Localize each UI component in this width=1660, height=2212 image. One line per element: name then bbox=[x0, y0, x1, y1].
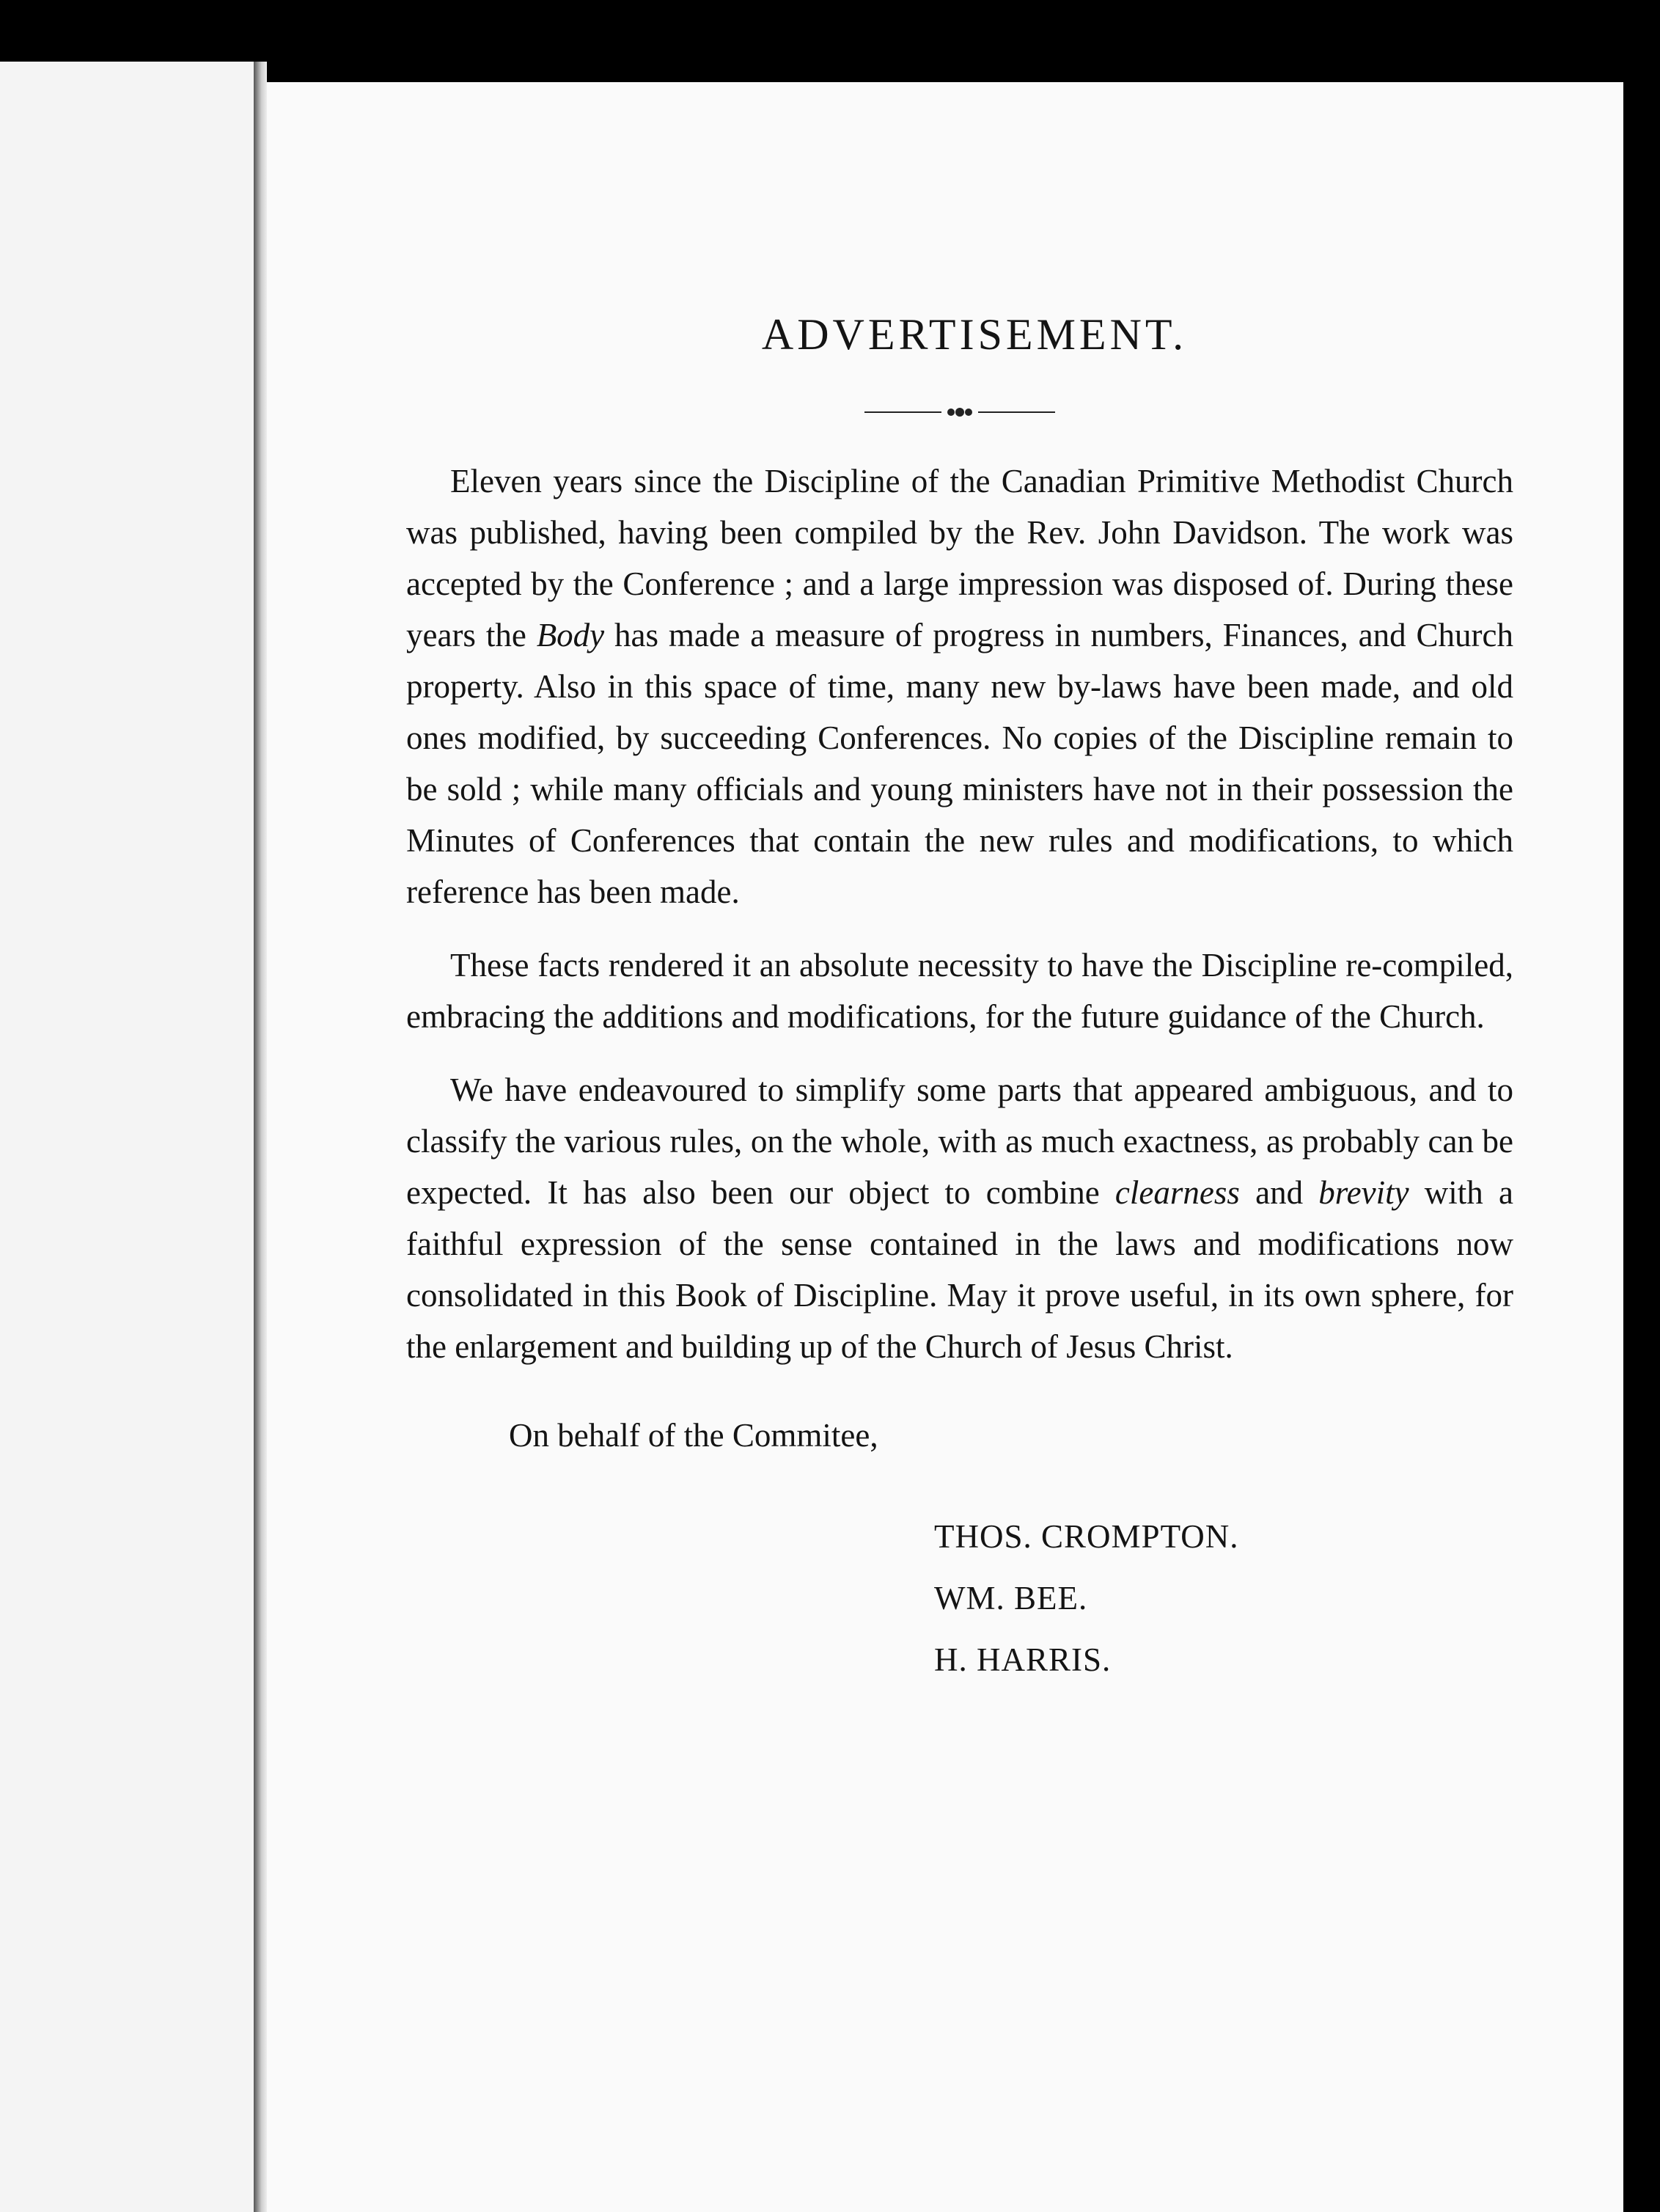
paragraph-text: We have endeavoured to simplify some parts that appeared ambiguous, and to classify the various rules, on the whole, with as much exactness, as probably can be expected. It has also been our object to combine bbox=[406, 1072, 1513, 1211]
paragraph-text: These facts rendered it an absolute necessity to have the Discipline re-compiled, embracing the additions and modifications, for the future guidance of the Church. bbox=[406, 947, 1513, 1035]
paragraph bbox=[406, 455, 1513, 918]
page-title: ADVERTISEMENT. bbox=[761, 310, 1188, 359]
document-page bbox=[267, 82, 1623, 2212]
paragraph-text: Eleven years since the Discipline of the Canadian Primitive Methodist Church was published, having been compiled by the Rev. John Davidson. The work was accepted by the Conference ; and a large impression was disposed of. During these years the bbox=[406, 463, 1513, 653]
paragraph-text: has made a measure of progress in numbers, Finances, and Church property. Also in this space of time, many new by-laws have been made, and old ones modified, by succeeding Conferences. No copies of the Discipline remain to be sold ; while many officials and young ministers have not in their possession the Minutes of Conferences that contain the new rules and modifications, to which reference has been made. bbox=[406, 617, 1513, 910]
ornamental-divider bbox=[864, 401, 1055, 423]
paragraph-text: with a faithful expression of the sense contained in the laws and modifications now consolidated in this Book of Discipline. May it prove useful, in its own sphere, for the enlargement and building up of the Church of Jesus Christ. bbox=[406, 1174, 1513, 1365]
italic-text: brevity bbox=[1318, 1174, 1409, 1211]
paragraph bbox=[406, 1064, 1513, 1372]
book-gutter bbox=[254, 62, 267, 2212]
left-page-edge bbox=[0, 62, 257, 2212]
paragraph-text: and bbox=[1239, 1174, 1319, 1211]
signatory-name: THOS. CROMPTON. bbox=[934, 1518, 1239, 1555]
closing-line: On behalf of the Commitee, bbox=[509, 1417, 878, 1454]
signatory-name: WM. BEE. bbox=[934, 1580, 1088, 1616]
body-text bbox=[406, 455, 1513, 1372]
signatory-list bbox=[934, 1506, 1513, 1691]
italic-text: Body bbox=[536, 617, 605, 653]
signatory-name: H. HARRIS. bbox=[934, 1641, 1112, 1678]
paragraph bbox=[406, 940, 1513, 1042]
italic-text: clearness bbox=[1114, 1174, 1240, 1211]
